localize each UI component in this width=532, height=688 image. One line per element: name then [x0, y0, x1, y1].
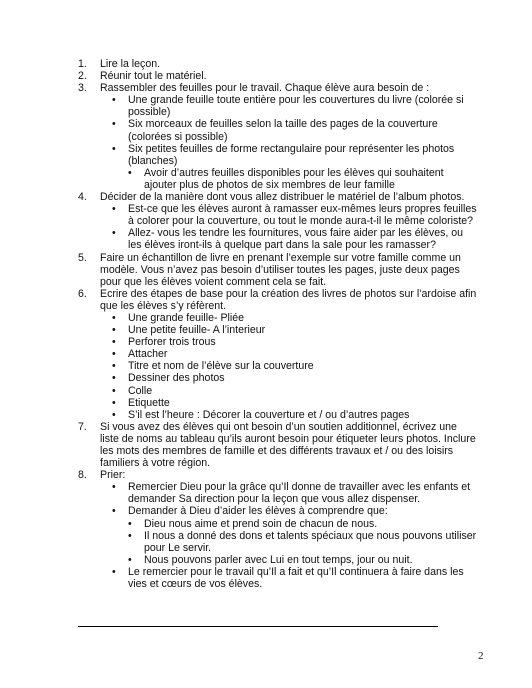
bullet-item: [100, 372, 478, 384]
bullet-icon: •: [112, 336, 116, 349]
bullet-text: Une grande feuille- Pliée: [128, 311, 245, 324]
bullet-icon: •: [112, 384, 116, 397]
bullet-text: Une grande feuille toute entière pour les couvertures du livre (colorée si possible): [128, 94, 464, 119]
bullet-item: [100, 227, 478, 251]
bullet-text: Colle: [128, 384, 153, 397]
bullet-text: Le remercier pour le travail qu’Il a fait et qu’Il continuera à faire dans les vies et cœurs de vos élèves.: [128, 565, 464, 591]
item-text: Prier:: [100, 469, 126, 482]
bullet-icon: •: [128, 517, 132, 530]
bullet-item: [100, 385, 478, 397]
bullet-icon: •: [112, 372, 116, 385]
bullet-icon: •: [112, 396, 116, 409]
bullet-item: [100, 143, 478, 191]
bullet-item: [100, 505, 478, 565]
sub-bullet-text: Dieu nous aime et prend soin de chacun de nous.: [144, 517, 378, 530]
list-item: [78, 82, 478, 191]
page-number: 2: [478, 650, 484, 662]
list-item: [78, 288, 478, 421]
bullet-icon: •: [112, 311, 116, 324]
bullet-item: [100, 312, 478, 324]
bullet-text: Une petite feuille- A l’interieur: [128, 324, 266, 337]
bullet-icon: •: [112, 227, 116, 240]
bullet-text: Est-ce que les élèves auront à ramasser eux-mêmes leurs propres feuilles à colorer pour la couverture, ou tout le monde aura-t-il le même coloriste?: [128, 203, 477, 228]
bullet-text: Allez- vous les tendre les fournitures, vous faire aider par les élèves, ou les élèves iront-ils à quelque part dans la sale pour les ramasser?: [128, 227, 464, 252]
bullet-text: Remercier Dieu pour la grâce qu’Il donne de travailler avec les enfants et demander Sa direction pour la leçon que vous allez dispenser.: [128, 481, 471, 506]
footer-divider: [78, 626, 438, 627]
bullet-item: [100, 118, 478, 142]
sub-bullet-text: Nous pouvons parler avec Lui en tout temps, jour ou nuit.: [144, 553, 413, 566]
item-number: 1.: [78, 58, 87, 70]
bullet-item: [100, 409, 478, 421]
item-number: 3.: [78, 82, 87, 95]
bullet-item: [100, 481, 478, 505]
bullet-icon: •: [128, 529, 132, 542]
bullet-text: Demander à Dieu d’aider les élèves à comprendre que:: [128, 505, 388, 518]
list-item: [78, 58, 478, 70]
item-text: Faire un échantillon de livre en prenant l’exemple sur votre famille comme un modèle. Vous n’avez pas besoin d’utiliser toutes les pages, juste deux pages pour que les élèves voient comment cela se fait.: [100, 251, 461, 288]
bullet-text: S’il est l’heure : Décorer la couverture et / ou d’autres pages: [128, 408, 410, 421]
bullet-item: [100, 336, 478, 348]
item-text: Ecrire des étapes de base pour la création des livres de photos sur l’ardoise afin que les élèves s’y réfèrent.: [100, 287, 477, 312]
list-item: [78, 191, 478, 251]
bullet-icon: •: [112, 118, 116, 131]
list-item: [78, 70, 478, 82]
bullet-icon: •: [112, 348, 116, 361]
bullet-item: [100, 203, 478, 227]
sub-bullet-item: [128, 554, 478, 566]
bullet-icon: •: [112, 481, 116, 494]
item-number: 6.: [78, 287, 87, 300]
bullet-item: [100, 348, 478, 360]
bullet-icon: •: [112, 360, 116, 373]
item-text: Lire la leçon.: [100, 58, 161, 70]
sub-bullet-item: [128, 518, 478, 530]
bullet-text: Six morceaux de feuilles selon la taille des pages de la couverture (colorées si possible): [128, 118, 438, 143]
bullet-item: [100, 94, 478, 118]
bullet-item: [100, 360, 478, 372]
list-item: [78, 252, 478, 288]
item-number: 2.: [78, 70, 87, 83]
bullet-icon: •: [112, 142, 116, 155]
bullet-text: Perforer trois trous: [128, 336, 216, 349]
bullet-icon: •: [112, 408, 116, 421]
bullet-icon: •: [112, 324, 116, 337]
instruction-list: [78, 58, 478, 590]
sub-bullet-item: [128, 530, 478, 554]
item-number: 5.: [78, 251, 87, 264]
bullet-icon: •: [112, 94, 116, 107]
bullet-icon: •: [128, 553, 132, 566]
sub-bullet-item: [128, 167, 478, 191]
bullet-icon: •: [128, 166, 132, 179]
bullet-text: Dessiner des photos: [128, 372, 225, 385]
bullet-icon: •: [112, 505, 116, 518]
item-number: 8.: [78, 469, 87, 482]
item-text: Décider de la manière dont vous allez distribuer le matériel de l’album photos.: [100, 191, 465, 204]
bullet-item: [100, 324, 478, 336]
bullet-item: [100, 397, 478, 409]
bullet-text: Six petites feuilles de forme rectangulaire pour représenter les photos (blanches): [128, 142, 455, 167]
bullet-icon: •: [112, 203, 116, 216]
item-number: 7.: [78, 420, 87, 433]
bullet-text: Titre et nom de l’élève sur la couverture: [128, 360, 314, 373]
item-text: Si vous avez des élèves qui ont besoin d’un soutien additionnel, écrivez une liste de noms au tableau qu’ils auront besoin pour étiqueter leurs photos. Inclure les mots des membres de famille et des différents travaux et / ou des loisirs familiers à votre région.: [100, 420, 476, 470]
bullet-icon: •: [112, 565, 116, 578]
bullet-text: Attacher: [128, 348, 168, 361]
list-item: [78, 421, 478, 469]
sub-bullet-text: Avoir d’autres feuilles disponibles pour les élèves qui souhaitent ajouter plus de photos de six membres de leur famille: [144, 166, 444, 191]
bullet-item: [100, 566, 478, 590]
bullet-text: Etiquette: [128, 396, 170, 409]
list-item: [78, 469, 478, 590]
item-text: Rassembler des feuilles pour le travail. Chaque élève aura besoin de :: [100, 82, 430, 95]
sub-bullet-text: Il nous a donné des dons et talents spéciaux que nous pouvons utiliser pour Le servir.: [144, 529, 477, 554]
item-text: Réunir tout le matériel.: [100, 70, 207, 83]
item-number: 4.: [78, 191, 87, 204]
